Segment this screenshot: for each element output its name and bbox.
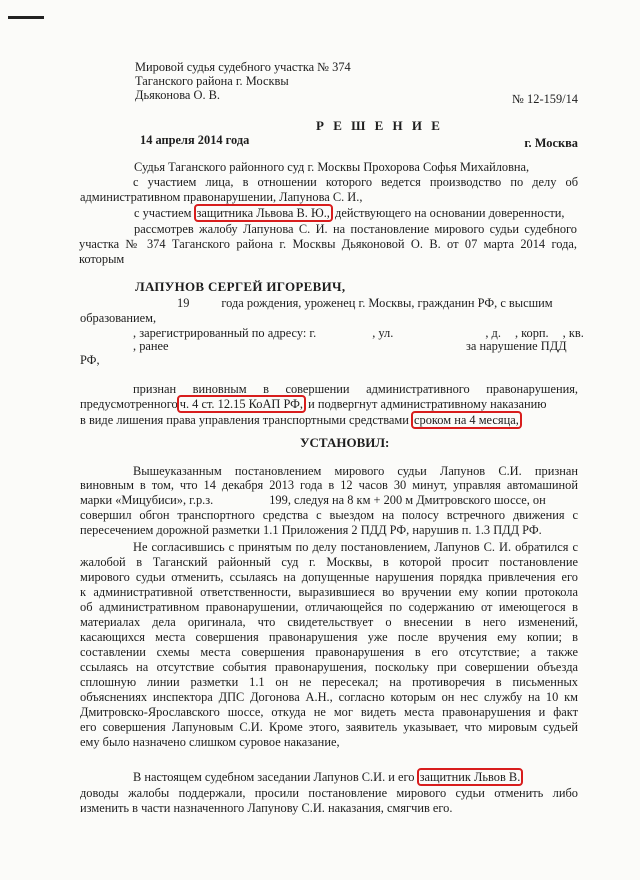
- intro-line: которым: [79, 252, 125, 266]
- scan-mark: [8, 16, 44, 19]
- intro-line: рассмотрев жалобу Лапунова С. И. на постановление мирового судьи судебного: [134, 222, 577, 236]
- appeal-line: Дмитровско-Ярославского шоссе, откуда не мог видеть места правонарушения и факт: [80, 705, 578, 719]
- penalty-highlight: сроком на 4 месяца,: [411, 411, 522, 429]
- decision-city: г. Москва: [524, 136, 578, 150]
- appeal-line: его совершения Лапуновым С.И. Кроме этого, заявитель указывает, что мировым судьей: [80, 720, 578, 734]
- person-line: 19 года рождения, уроженец г. Москвы, гражданин РФ, с высшим: [177, 296, 553, 310]
- document-title: Р Е Ш Е Н И Е: [316, 118, 443, 133]
- section-title: УСТАНОВИЛ:: [300, 435, 390, 450]
- intro-line: административном правонарушении, Лапунова С. И.,: [80, 190, 363, 204]
- hearing-line: доводы жалобы поддержали, просили постановление мирового судьи отменить либо: [80, 786, 578, 800]
- established-line: совершил обгон транспортного средства с выездом на полосу встречного движения с: [80, 508, 578, 522]
- established-line: виновным в том, что 14 декабря 2013 года в 12 часов 30 минут, управляя автомашиной: [80, 478, 578, 492]
- appeal-line: сплошную линии разметки 1.1 он не пересекал; на противоречия в письменных: [80, 675, 578, 689]
- defender-highlight: защитника Львова В. Ю.,: [194, 204, 333, 222]
- appeal-line: составлении схемы места совершения правонарушения в его отсутствие; а также: [80, 645, 578, 659]
- person-line: , ранее: [133, 339, 169, 353]
- intro-line: участка № 374 Таганского района г. Москвы Дьяконовой О. В. от 07 марта 2014 года,: [79, 237, 577, 251]
- appeal-line: жалобой в Таганский районный суд г. Москвы, в которой просит постановление: [80, 555, 578, 569]
- intro-line: с участием лица, в отношении которого ведется производство по делу об: [133, 175, 578, 189]
- judge-name: Дьяконова О. В.: [135, 88, 221, 102]
- hearing-line: изменить в части назначенного Лапунову С.И. наказания, смягчив его.: [80, 801, 453, 815]
- appeal-line: объяснениях инспектора ДПС Догонова А.Н., согласно которым он нес службу на 10 км: [80, 690, 578, 704]
- appeal-line: ссылаясь на отсутствие события правонарушения, поскольку при совершении объезда: [80, 660, 578, 674]
- verdict-line: признан виновным в совершении административного правонарушения,: [133, 382, 578, 396]
- court-name: Мировой судья судебного участка № 374: [135, 60, 351, 74]
- person-line: образованием,: [80, 311, 157, 325]
- person-address-line: , зарегистрированный по адресу: г. , ул. , д. , корп. , кв.: [133, 326, 584, 340]
- hearing-line: В настоящем судебном заседании Лапунов С.И. и его защитник Львов В.: [133, 770, 522, 784]
- person-line: РФ,: [80, 353, 100, 367]
- intro-line: Судья Таганского районного суд г. Москвы Прохорова Софья Михайловна,: [134, 160, 530, 174]
- case-number: № 12-159/14: [512, 92, 578, 106]
- verdict-line: в виде лишения права управления транспортными средствами сроком на 4 месяца,: [80, 413, 521, 427]
- appeal-line: об административном правонарушении, отличающейся по содержанию от имеющегося в: [80, 600, 578, 614]
- appeal-line: мирового судьи отменить, ссылаясь на допущенные нарушения порядка привлечения его: [80, 570, 578, 584]
- established-line: Вышеуказанным постановлением мирового судьи Лапунов С.И. признан: [133, 464, 578, 478]
- court-district: Таганского района г. Москвы: [135, 74, 289, 88]
- verdict-line: предусмотренного ч. 4 ст. 12.15 КоАП РФ, и подвергнут административному наказанию: [80, 397, 547, 411]
- appeal-line: ему было назначено слишком суровое наказание,: [80, 735, 340, 749]
- intro-line: с участием защитника Львова В. Ю., действующего на основании доверенности,: [134, 206, 565, 220]
- defendant-name: ЛАПУНОВ СЕРГЕЙ ИГОРЕВИЧ,: [135, 279, 346, 294]
- appeal-line: материалах дела оригинала, что свидетельствует о внесении в него изменений,: [80, 615, 578, 629]
- established-line: пересечением дорожной разметки 1.1 Приложения 2 ПДД РФ, нарушив п. 1.3 ПДД РФ.: [80, 523, 542, 537]
- person-line: за нарушение ПДД: [466, 339, 567, 353]
- decision-date: 14 апреля 2014 года: [140, 133, 250, 147]
- article-highlight: ч. 4 ст. 12.15 КоАП РФ,: [177, 395, 306, 413]
- appeal-line: Не согласившись с принятым по делу постановлением, Лапунов С. И. обратился с: [133, 540, 578, 554]
- appeal-line: к административной ответственности, выразившиеся во вручении ему копии протокола: [80, 585, 578, 599]
- established-line: марки «Мицубиси», г.р.з. 199, следуя на 8 км + 200 м Дмитровского шоссе, он: [80, 493, 546, 507]
- appeal-line: касающихся места совершения правонарушения уже после вручения ему копии; в: [80, 630, 578, 644]
- defender-highlight-2: защитник Львов В.: [417, 768, 524, 786]
